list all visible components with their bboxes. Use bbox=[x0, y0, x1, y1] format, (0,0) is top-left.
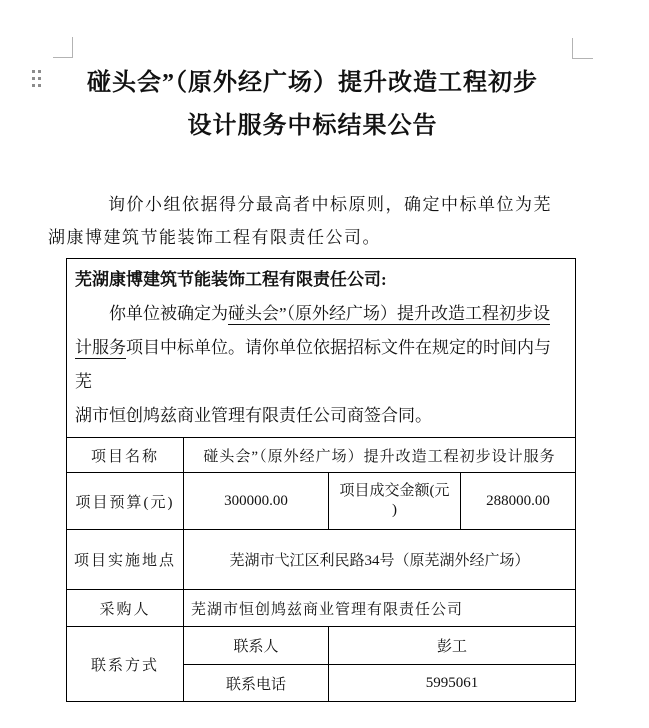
notice-line2-prefix: 你单位被确定为 bbox=[109, 304, 228, 323]
contact-person-label: 联系人 bbox=[184, 627, 329, 665]
deal-amount-value: 288000.00 bbox=[461, 473, 576, 530]
purchaser-value: 芜湖市恒创鸠兹商业管理有限责任公司 bbox=[184, 590, 576, 627]
notice-line3-rest: 项目中标单位。请你单位依据招标文件在规定的时间内与芜 bbox=[75, 338, 551, 391]
location-label: 项目实施地点 bbox=[67, 530, 184, 590]
deal-amount-label bbox=[329, 473, 461, 530]
notice-line3 bbox=[75, 331, 567, 399]
notice-line3-underlined: 计服务 bbox=[75, 338, 126, 357]
margin-corner-mark-top-right-icon bbox=[572, 38, 593, 59]
purchaser-label: 采购人 bbox=[67, 590, 184, 627]
contact-phone-value: 5995061 bbox=[329, 665, 576, 702]
deal-amount-label-line2: ) bbox=[392, 502, 397, 518]
project-name-label: 项目名称 bbox=[67, 438, 184, 473]
contact-person-value: 彭工 bbox=[329, 627, 576, 665]
notice-line2-underlined: 碰头会”（原外经广场）提升改造工程初步设 bbox=[228, 304, 551, 323]
table-row-budget bbox=[67, 473, 576, 530]
budget-label: 项目预算(元) bbox=[67, 473, 184, 530]
table-row-purchaser bbox=[67, 590, 576, 627]
table-row-location bbox=[67, 530, 576, 590]
table-row-notice bbox=[67, 259, 576, 438]
table-row-contact-person bbox=[67, 627, 576, 665]
page-title-line1: 碰头会”（原外经广场）提升改造工程初步 bbox=[87, 70, 538, 96]
contact-group-label: 联系方式 bbox=[67, 627, 184, 702]
lead-paragraph bbox=[48, 148, 577, 254]
contact-phone-label: 联系电话 bbox=[184, 665, 329, 702]
lead-paragraph-line2: 湖康博建筑节能装饰工程有限责任公司。 bbox=[48, 228, 381, 247]
notice-cell bbox=[67, 259, 576, 438]
page-title-line2: 设计服务中标结果公告 bbox=[187, 113, 438, 139]
notice-line2 bbox=[75, 297, 567, 331]
notice-salutation: 芜湖康博建筑节能装饰工程有限责任公司: bbox=[75, 270, 387, 289]
drag-handle-dots-icon[interactable] bbox=[32, 70, 41, 87]
budget-value: 300000.00 bbox=[184, 473, 329, 530]
deal-amount-label-line1: 项目成交金额(元 bbox=[339, 483, 450, 499]
table-row-project-name bbox=[67, 438, 576, 473]
document-content bbox=[48, 0, 577, 702]
project-name-value: 碰头会”（原外经广场）提升改造工程初步设计服务 bbox=[184, 438, 576, 473]
award-result-table bbox=[66, 258, 576, 702]
notice-line4: 湖市恒创鸠兹商业管理有限责任公司商签合同。 bbox=[75, 406, 432, 425]
location-value: 芜湖市弋江区利民路34号（原芜湖外经广场） bbox=[184, 530, 576, 590]
page-title bbox=[48, 0, 577, 148]
lead-paragraph-line1: 询价小组依据得分最高者中标原则，确定中标单位为芜 bbox=[108, 195, 552, 214]
margin-corner-mark-top-left-icon bbox=[53, 37, 73, 58]
